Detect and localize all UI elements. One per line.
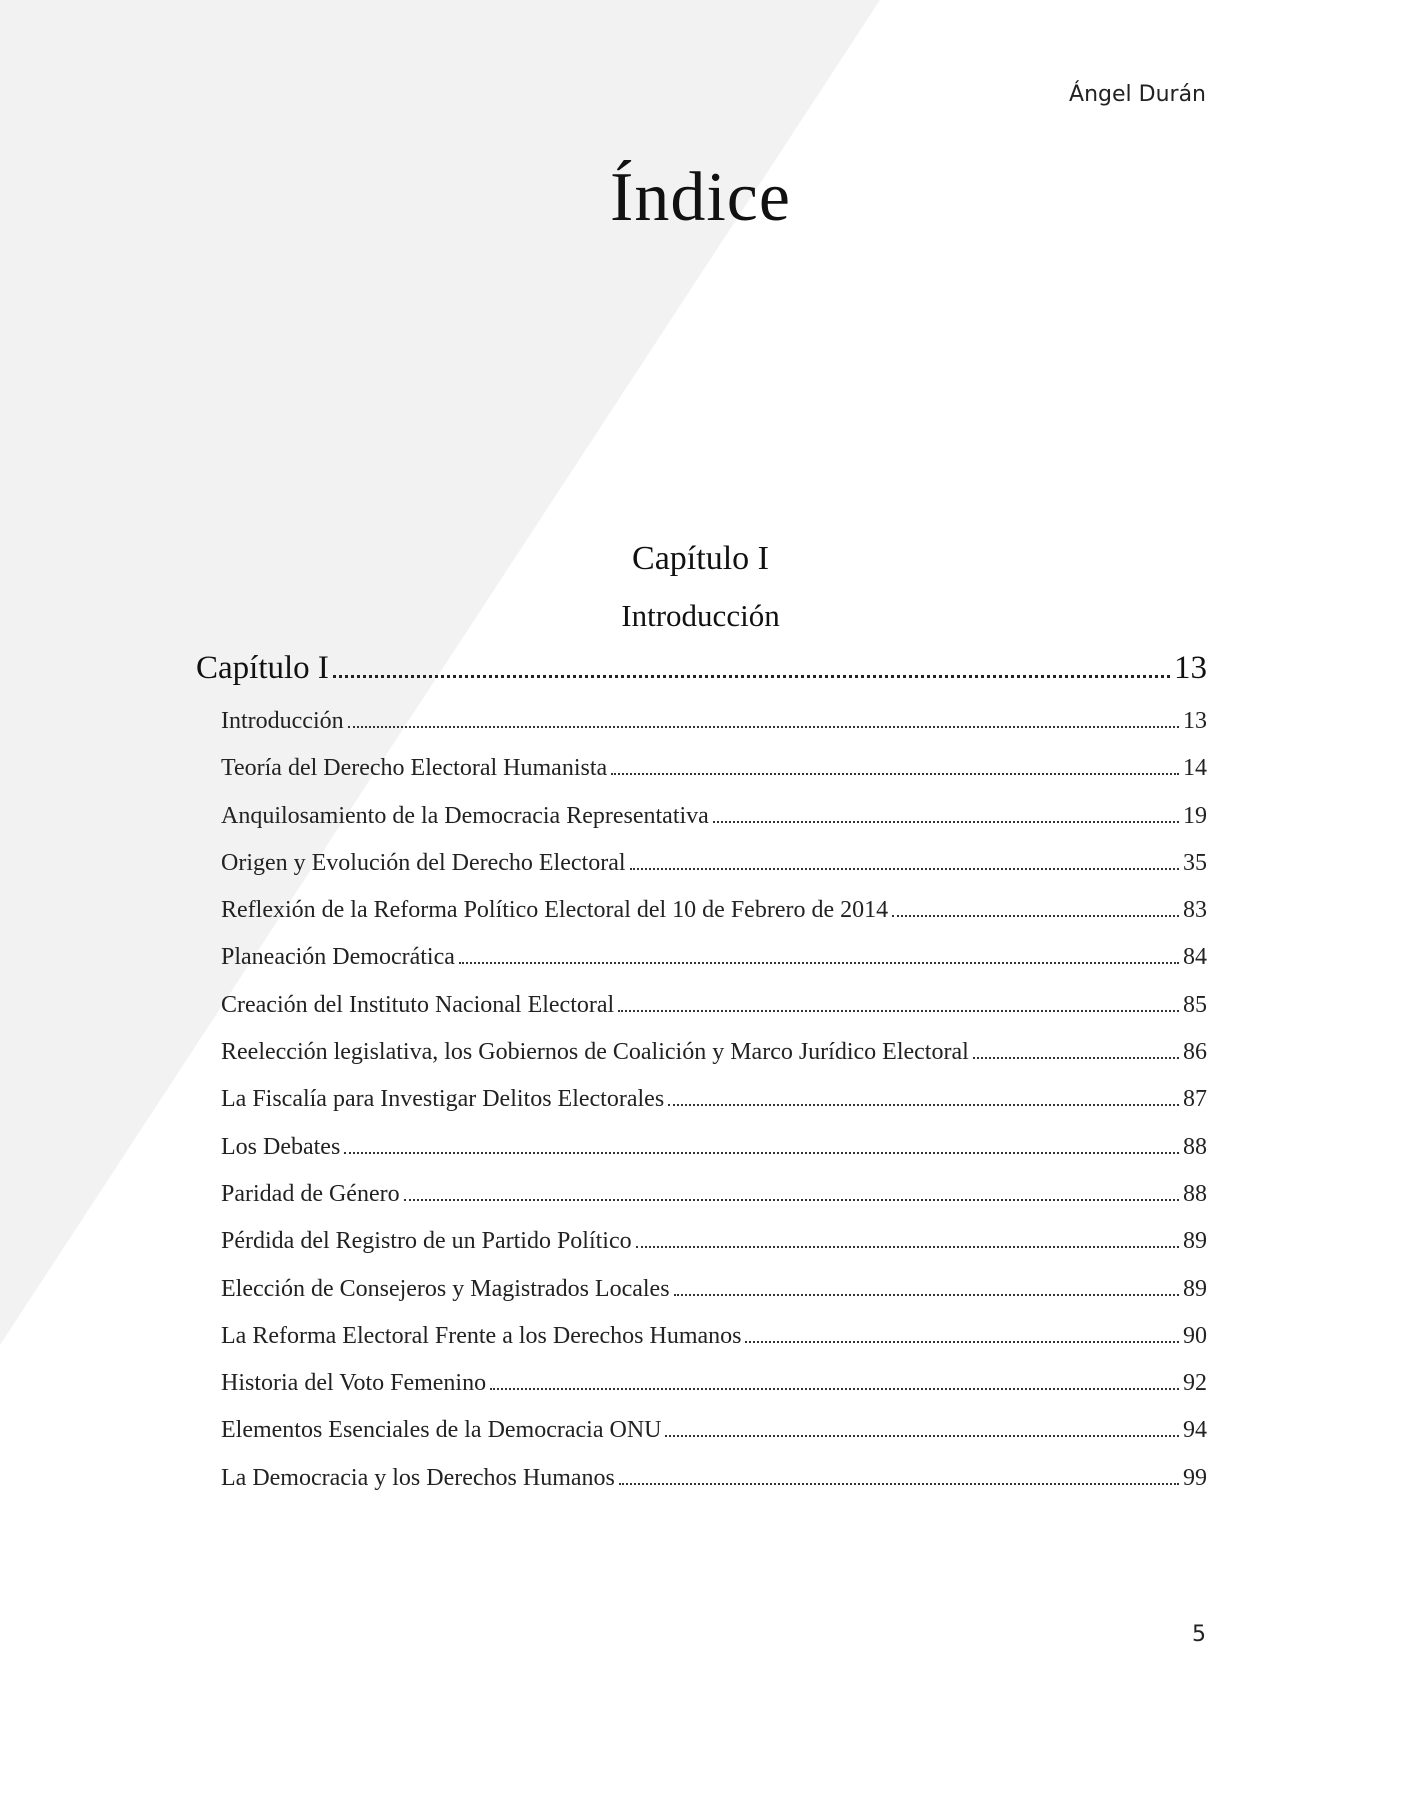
toc-entry-page: 14	[1183, 755, 1207, 782]
toc-entry-page: 85	[1183, 991, 1207, 1018]
toc-entry-page: 88	[1183, 1180, 1207, 1207]
toc-entry[interactable]	[221, 1086, 1207, 1133]
dot-leader	[348, 726, 1179, 728]
chapter-number: Capítulo I	[632, 540, 769, 577]
toc-entry-page: 88	[1183, 1133, 1207, 1160]
toc-entry-label: La Reforma Electoral Frente a los Derechos Humanos	[221, 1322, 742, 1349]
toc-entry[interactable]	[221, 708, 1207, 755]
toc-entry-page: 89	[1183, 1228, 1207, 1255]
toc-entry[interactable]	[221, 1039, 1207, 1086]
toc-entry-page: 13	[1183, 708, 1207, 734]
chapter-name: Introducción	[621, 598, 780, 633]
dot-leader	[665, 1435, 1179, 1437]
dot-leader	[630, 868, 1179, 870]
dot-leader	[636, 1246, 1179, 1248]
table-of-contents	[196, 650, 1207, 1512]
toc-entry-label: Creación del Instituto Nacional Electoral	[221, 991, 615, 1018]
toc-entry-page: 99	[1183, 1464, 1207, 1491]
dot-leader	[745, 1341, 1179, 1343]
toc-entry-label: Teoría del Derecho Electoral Humanista	[221, 755, 608, 782]
toc-entry[interactable]	[221, 1276, 1207, 1323]
toc-entry[interactable]	[221, 755, 1207, 802]
toc-entry-page: 87	[1183, 1086, 1207, 1113]
toc-entry-page: 92	[1183, 1370, 1207, 1397]
dot-leader	[333, 675, 1170, 678]
toc-entry-page: 83	[1183, 897, 1207, 924]
toc-entry-page: 35	[1183, 849, 1207, 876]
toc-entries	[196, 708, 1207, 1512]
dot-leader	[892, 915, 1179, 917]
toc-entry-label: Elementos Esenciales de la Democracia ONU	[221, 1417, 662, 1444]
toc-entry-label: Elección de Consejeros y Magistrados Locales	[221, 1275, 670, 1302]
toc-entry[interactable]	[221, 897, 1207, 944]
toc-entry-page: 94	[1183, 1417, 1207, 1444]
toc-entry-label: La Fiscalía para Investigar Delitos Electorales	[221, 1086, 665, 1113]
toc-entry[interactable]	[221, 1370, 1207, 1417]
toc-entry-label: Reelección legislativa, los Gobiernos de Coalición y Marco Jurídico Electoral	[221, 1039, 969, 1066]
toc-entry-label: Reflexión de la Reforma Político Electoral del 10 de Febrero de 2014	[221, 897, 889, 924]
toc-entry[interactable]	[221, 1228, 1207, 1275]
dot-leader	[618, 1010, 1179, 1012]
toc-entry-page: 19	[1183, 802, 1207, 829]
dot-leader	[344, 1152, 1179, 1154]
dot-leader	[713, 821, 1179, 823]
toc-entry-page: 89	[1183, 1275, 1207, 1302]
dot-leader	[668, 1104, 1179, 1106]
toc-entry[interactable]	[221, 1181, 1207, 1228]
toc-chapter-page: 13	[1174, 650, 1207, 686]
toc-entry-label: Paridad de Género	[221, 1180, 400, 1207]
toc-entry-label: Introducción	[221, 708, 344, 734]
toc-entry-label: Anquilosamiento de la Democracia Representativa	[221, 802, 709, 829]
toc-entry[interactable]	[221, 1465, 1207, 1512]
toc-entry-page: 90	[1183, 1322, 1207, 1349]
dot-leader	[611, 773, 1179, 775]
toc-entry-label: Planeación Democrática	[221, 944, 455, 971]
dot-leader	[619, 1483, 1179, 1485]
toc-entry[interactable]	[221, 850, 1207, 897]
toc-entry-page: 84	[1183, 944, 1207, 971]
dot-leader	[973, 1057, 1179, 1059]
dot-leader	[459, 962, 1179, 964]
dot-leader	[674, 1294, 1179, 1296]
toc-entry-page: 86	[1183, 1039, 1207, 1066]
toc-entry[interactable]	[221, 1134, 1207, 1181]
toc-entry-label: Historia del Voto Femenino	[221, 1370, 487, 1397]
toc-chapter-label: Capítulo I	[196, 650, 329, 686]
page-number: 5	[1192, 1622, 1206, 1647]
toc-entry-label: Pérdida del Registro de un Partido Político	[221, 1228, 632, 1255]
toc-entry[interactable]	[221, 992, 1207, 1039]
toc-entry-label: Origen y Evolución del Derecho Electoral	[221, 849, 626, 876]
dot-leader	[490, 1388, 1179, 1390]
toc-entry[interactable]	[221, 944, 1207, 991]
toc-entry[interactable]	[221, 803, 1207, 850]
header-author: Ángel Durán	[1069, 82, 1206, 107]
toc-chapter-entry[interactable]	[196, 650, 1207, 708]
toc-entry-label: La Democracia y los Derechos Humanos	[221, 1464, 615, 1491]
page-title: Índice	[610, 159, 791, 236]
toc-entry[interactable]	[221, 1323, 1207, 1370]
dot-leader	[404, 1199, 1179, 1201]
toc-entry[interactable]	[221, 1417, 1207, 1464]
toc-entry-label: Los Debates	[221, 1133, 341, 1160]
